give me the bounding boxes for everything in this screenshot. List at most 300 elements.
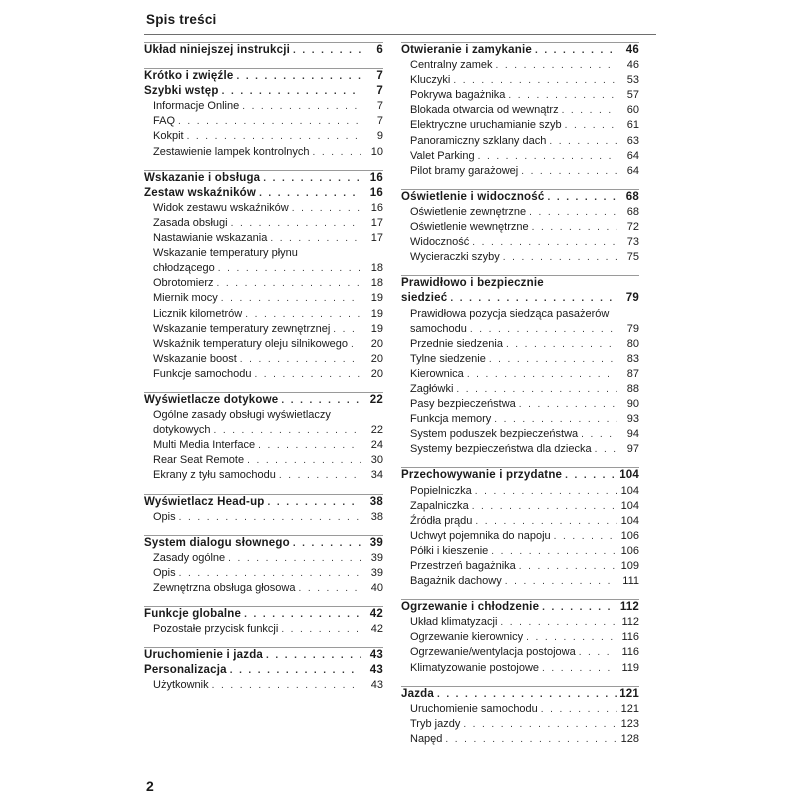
toc-entry-label: Widoczność bbox=[410, 236, 470, 249]
toc-entry-label: Centralny zamek bbox=[410, 59, 493, 72]
leader-dots bbox=[503, 337, 617, 352]
toc-entry-dotykowych[interactable] bbox=[144, 423, 383, 438]
toc-heading-przechowywanie-i-przydatne[interactable] bbox=[401, 468, 639, 483]
toc-entry-label: Uruchomienie samochodu bbox=[410, 702, 538, 715]
leader-dots bbox=[532, 43, 617, 58]
toc-entry-label: Wskaźnik temperatury oleju silnikowego bbox=[153, 337, 349, 350]
toc-heading-ogrzewanie-i-chlodzenie[interactable] bbox=[401, 600, 639, 615]
leader-dots bbox=[544, 190, 617, 205]
toc-entry-label: Układ klimatyzacji bbox=[410, 616, 498, 629]
toc-page-number: 93 bbox=[626, 413, 639, 426]
toc-entry-popielniczka[interactable] bbox=[401, 484, 639, 499]
toc-page-number: 38 bbox=[370, 510, 383, 523]
leader-dots bbox=[233, 69, 361, 84]
leader-dots bbox=[539, 600, 617, 615]
toc-entry-licznik-kilometrow[interactable] bbox=[144, 307, 383, 322]
toc-entry-polki-i-kieszenie[interactable] bbox=[401, 544, 639, 559]
toc-page-number: 116 bbox=[621, 631, 639, 644]
toc-heading-system-dialogu-slownego[interactable] bbox=[144, 536, 383, 551]
toc-entry-label: Pozostałe przycisk funkcji bbox=[153, 623, 279, 636]
leader-dots bbox=[290, 536, 361, 551]
toc-entry-label: Zestawienie lampek kontrolnych bbox=[153, 145, 310, 158]
leader-dots bbox=[500, 250, 617, 265]
toc-section bbox=[144, 170, 383, 382]
toc-page-number: 10 bbox=[370, 145, 383, 158]
toc-entry-label: Multi Media Interface bbox=[153, 439, 256, 452]
leader-dots bbox=[516, 559, 617, 574]
leader-dots bbox=[244, 453, 361, 468]
toc-entry-label: Elektryczne uruchamianie szyb bbox=[410, 119, 562, 132]
toc-entry-label: Popielniczka bbox=[410, 484, 472, 497]
toc-entry-zestawienie-lampek-kontrolnych[interactable] bbox=[144, 145, 383, 160]
toc-entry-zapalniczka[interactable] bbox=[401, 499, 639, 514]
toc-entry-label: Wyświetlacze dotykowe bbox=[144, 393, 279, 406]
toc-page-number: 116 bbox=[621, 646, 639, 659]
toc-section bbox=[401, 599, 639, 675]
toc-entry-label: System poduszek bezpieczeństwa bbox=[410, 428, 579, 441]
toc-page-number: 18 bbox=[370, 262, 383, 275]
toc-entry-label: Ogrzewanie i chłodzenie bbox=[401, 601, 540, 614]
toc-page-number: 112 bbox=[619, 601, 639, 614]
toc-entry-opis[interactable] bbox=[144, 566, 383, 581]
toc-entry-zewnetrzna-obsluga-glosowa[interactable] bbox=[144, 581, 383, 596]
toc-entry-label: Tylne siedzenie bbox=[410, 352, 486, 365]
toc-entry-label: Wskazanie temperatury płynu bbox=[153, 247, 298, 260]
toc-entry-centralny-zamek[interactable] bbox=[401, 58, 639, 73]
toc-entry-funkcja-memory[interactable] bbox=[401, 412, 639, 427]
leader-dots bbox=[225, 551, 361, 566]
leader-dots bbox=[227, 663, 361, 678]
leader-dots bbox=[278, 622, 361, 637]
toc-page-number: 109 bbox=[620, 560, 639, 572]
toc-entry-label: Oświetlenie wewnętrzne bbox=[410, 221, 529, 234]
toc-entry-pokrywa-bagaznika[interactable] bbox=[401, 88, 639, 103]
toc-page-number: 19 bbox=[370, 292, 383, 305]
toc-entry-label: Oświetlenie i widoczność bbox=[401, 190, 545, 203]
toc-entry-wskazanie-boost[interactable] bbox=[144, 352, 383, 367]
toc-entry-label: Zapalniczka bbox=[410, 499, 469, 512]
toc-entry-label: Ogrzewanie/wentylacja postojowa bbox=[410, 646, 576, 659]
toc-heading-funkcje-globalne[interactable] bbox=[144, 607, 383, 622]
toc-entry-panoramiczny-szklany-dach[interactable] bbox=[401, 134, 639, 149]
toc-page-number: 39 bbox=[369, 536, 383, 549]
toc-entry-label: Wyświetlacz Head-up bbox=[144, 495, 265, 508]
leader-dots bbox=[516, 397, 617, 412]
leader-dots bbox=[310, 145, 361, 160]
toc-page-number: 104 bbox=[619, 469, 639, 482]
leader-dots bbox=[551, 529, 617, 544]
toc-page-number: 80 bbox=[626, 337, 639, 350]
toc-entry-label: Systemy bezpieczeństwa dla dziecka bbox=[410, 443, 592, 456]
leader-dots bbox=[460, 717, 617, 732]
toc-page-number: 22 bbox=[369, 393, 383, 406]
toc-entry-uklad-klimatyzacji[interactable] bbox=[401, 615, 639, 630]
toc-column-right bbox=[401, 42, 639, 757]
toc-page-number: 6 bbox=[376, 44, 383, 56]
toc-entry-elektryczne-uruchamianie-szyb[interactable] bbox=[401, 118, 639, 133]
toc-page-number: 57 bbox=[626, 89, 639, 102]
toc-heading-krotko-i-zwiezle[interactable] bbox=[144, 69, 383, 84]
toc-page-number: 38 bbox=[369, 495, 383, 508]
toc-entry-label: Funkcje globalne bbox=[144, 608, 242, 621]
toc-entry-faq[interactable] bbox=[144, 114, 383, 129]
toc-section bbox=[401, 189, 639, 265]
toc-page-number: 46 bbox=[626, 59, 639, 72]
toc-entry-samochodu[interactable] bbox=[401, 322, 639, 337]
toc-page-number: 7 bbox=[376, 100, 383, 113]
leader-dots bbox=[219, 84, 361, 99]
toc-page-number: 111 bbox=[622, 575, 639, 588]
toc-entry-nastawianie-wskazania[interactable] bbox=[144, 231, 383, 246]
toc-page-number: 42 bbox=[370, 623, 383, 636]
leader-dots bbox=[176, 510, 361, 525]
toc-entry-bagaznik-dachowy[interactable] bbox=[401, 574, 639, 589]
toc-page-number: 72 bbox=[626, 221, 639, 234]
toc-entry-zasada-obslugi[interactable] bbox=[144, 216, 383, 231]
toc-heading-siedziec[interactable] bbox=[401, 291, 639, 306]
toc-entry-obrotomierz[interactable] bbox=[144, 276, 383, 291]
toc-page-number: 104 bbox=[620, 514, 639, 527]
leader-dots bbox=[256, 186, 361, 201]
toc-page-number: 64 bbox=[626, 164, 639, 177]
leader-dots bbox=[241, 607, 361, 622]
toc-page-number: 83 bbox=[626, 352, 639, 365]
toc-entry-pasy-bezpieczenstwa[interactable] bbox=[401, 397, 639, 412]
leader-dots bbox=[539, 661, 617, 676]
toc-page-number: 121 bbox=[620, 702, 639, 715]
toc-entry-chlodzacego[interactable] bbox=[144, 261, 383, 276]
leader-dots bbox=[562, 468, 617, 483]
toc-heading-wskazanie-i-obsluga[interactable] bbox=[144, 171, 383, 186]
toc-page-number: 121 bbox=[619, 687, 639, 700]
toc-heading-wyswietlacze-dotykowe[interactable] bbox=[144, 393, 383, 408]
toc-entry-zaglowki[interactable] bbox=[401, 382, 639, 397]
toc-entry-label: Układ niniejszej instrukcji bbox=[144, 44, 290, 56]
toc-entry-label: Opis bbox=[153, 510, 176, 523]
toc-entry-ogrzewanie-kierownicy[interactable] bbox=[401, 630, 639, 645]
leader-dots bbox=[251, 367, 361, 382]
toc-entry-prawidlowa-pozycja-siedzaca-pasazerow[interactable] bbox=[401, 307, 639, 322]
toc-page-number: 104 bbox=[620, 499, 639, 512]
toc-entry-system-poduszek-bezpieczenstwa[interactable] bbox=[401, 427, 639, 442]
toc-entry-label: Prawidłowo i bezpiecznie bbox=[401, 277, 544, 290]
toc-heading-otwieranie-i-zamykanie[interactable] bbox=[401, 43, 639, 58]
leader-dots bbox=[467, 322, 617, 337]
toc-page-number: 79 bbox=[626, 322, 639, 335]
leader-dots bbox=[526, 205, 617, 220]
toc-entry-label: Tryb jazdy bbox=[410, 717, 461, 730]
toc-entry-klimatyzowanie-postojowe[interactable] bbox=[401, 661, 639, 676]
leader-dots bbox=[210, 423, 361, 438]
leader-dots bbox=[505, 88, 617, 103]
toc-page-number: 112 bbox=[621, 616, 639, 629]
toc-entry-label: System dialogu słownego bbox=[144, 536, 290, 549]
toc-entry-label: Przednie siedzenia bbox=[410, 337, 503, 350]
toc-entry-label: Przechowywanie i przydatne bbox=[401, 469, 563, 482]
toc-page-number: 39 bbox=[370, 551, 383, 564]
toc-entry-wycieraczki-szyby[interactable] bbox=[401, 250, 639, 265]
toc-heading-prawidlowo-i-bezpiecznie[interactable] bbox=[401, 276, 639, 291]
toc-column-left bbox=[144, 42, 383, 704]
toc-page-number: 40 bbox=[370, 582, 383, 594]
toc-entry-label: Personalizacja bbox=[144, 664, 227, 677]
leader-dots bbox=[464, 367, 617, 382]
toc-entry-naped[interactable] bbox=[401, 732, 639, 747]
leader-dots bbox=[215, 261, 361, 276]
toc-entry-funkcje-samochodu[interactable] bbox=[144, 367, 383, 382]
leader-dots bbox=[576, 645, 617, 660]
leader-dots bbox=[255, 438, 361, 453]
toc-page-number: 30 bbox=[370, 454, 383, 467]
toc-entry-label: Rear Seat Remote bbox=[153, 454, 245, 467]
toc-entry-oswietlenie-wewnetrzne[interactable] bbox=[401, 220, 639, 235]
toc-entry-pilot-bramy-garazowej[interactable] bbox=[401, 164, 639, 179]
toc-entry-label: Ogrzewanie kierownicy bbox=[410, 631, 524, 644]
toc-page-number: 68 bbox=[625, 190, 639, 203]
toc-entry-label: dotykowych bbox=[153, 424, 211, 437]
toc-page-number: 90 bbox=[626, 398, 639, 411]
leader-dots bbox=[218, 291, 361, 306]
toc-entry-uruchomienie-samochodu[interactable] bbox=[401, 702, 639, 717]
toc-entry-label: Szybki wstęp bbox=[144, 85, 219, 98]
leader-dots bbox=[278, 393, 361, 408]
toc-section bbox=[144, 647, 383, 693]
toc-page-number: 64 bbox=[626, 149, 639, 162]
toc-page-number: 68 bbox=[626, 205, 639, 218]
leader-dots bbox=[469, 499, 617, 514]
toc-entry-label: Kierownica bbox=[410, 367, 464, 380]
toc-page-number: 94 bbox=[626, 428, 639, 441]
leader-dots bbox=[176, 566, 361, 581]
toc-entry-multi-media-interface[interactable] bbox=[144, 438, 383, 453]
toc-entry-label: Półki i kieszenie bbox=[410, 544, 489, 557]
leader-dots bbox=[475, 149, 617, 164]
toc-page-number: 119 bbox=[621, 661, 639, 674]
toc-page-number: 19 bbox=[370, 322, 383, 335]
toc-heading-szybki-wstep[interactable] bbox=[144, 84, 383, 99]
leader-dots bbox=[267, 231, 361, 246]
toc-entry-label: Funkcja memory bbox=[410, 413, 492, 426]
toc-entry-wskazanie-temperatury-zewnetrznej[interactable] bbox=[144, 322, 383, 337]
toc-entry-zasady-ogolne[interactable] bbox=[144, 551, 383, 566]
toc-page-number: 18 bbox=[370, 277, 383, 290]
toc-entry-label: Ekrany z tyłu samochodu bbox=[153, 469, 276, 482]
leader-dots bbox=[529, 220, 617, 235]
toc-entry-label: Blokada otwarcia od wewnątrz bbox=[410, 104, 559, 117]
leader-dots bbox=[447, 291, 617, 306]
toc-page-number: 43 bbox=[369, 649, 383, 662]
toc-entry-label: Oświetlenie zewnętrzne bbox=[410, 205, 527, 218]
leader-dots bbox=[469, 235, 617, 250]
toc-section bbox=[401, 42, 639, 179]
toc-entry-label: Bagażnik dachowy bbox=[410, 575, 502, 588]
toc-entry-pozostale-przycisk-funkcji[interactable] bbox=[144, 622, 383, 637]
toc-heading-uklad-niniejszej-instrukcji[interactable] bbox=[144, 43, 383, 58]
toc-entry-label: Użytkownik bbox=[153, 679, 209, 692]
toc-page-number: 63 bbox=[626, 134, 639, 147]
toc-entry-label: Zasady ogólne bbox=[153, 551, 226, 564]
leader-dots bbox=[242, 307, 361, 322]
toc-entry-label: Opis bbox=[153, 566, 176, 579]
toc-entry-label: Jazda bbox=[401, 687, 434, 700]
toc-entry-label: Zewnętrzna obsługa głosowa bbox=[153, 582, 296, 594]
toc-entry-zrodla-pradu[interactable] bbox=[401, 514, 639, 529]
toc-entry-systemy-bezpieczenstwa-dla-dziecka[interactable] bbox=[401, 442, 639, 457]
toc-page-number: 106 bbox=[620, 544, 639, 557]
leader-dots bbox=[578, 427, 617, 442]
toc-entry-label: Zagłówki bbox=[410, 382, 454, 395]
toc-entry-kluczyki[interactable] bbox=[401, 73, 639, 88]
leader-dots bbox=[559, 103, 617, 118]
page-header bbox=[144, 8, 656, 35]
toc-entry-label: Informacje Online bbox=[153, 100, 240, 113]
toc-page-number: 88 bbox=[626, 382, 639, 395]
toc-entry-label: Wskazanie i obsługa bbox=[144, 171, 261, 184]
toc-entry-przednie-siedzenia[interactable] bbox=[401, 337, 639, 352]
leader-dots bbox=[486, 352, 617, 367]
toc-entry-label: Miernik mocy bbox=[153, 292, 218, 305]
leader-dots bbox=[523, 630, 617, 645]
toc-page-number: 53 bbox=[626, 74, 639, 87]
leader-dots bbox=[538, 702, 617, 717]
toc-entry-wskaznik-temperatury-oleju-silnikowego[interactable] bbox=[144, 337, 383, 352]
toc-entry-ogrzewanie-wentylacja-postojowa[interactable] bbox=[401, 645, 639, 660]
toc-entry-label: Pasy bezpieczeństwa bbox=[410, 398, 516, 411]
toc-page-number: 7 bbox=[376, 70, 383, 83]
toc-entry-label: Zestaw wskaźników bbox=[144, 186, 257, 199]
toc-page-number: 19 bbox=[370, 307, 383, 320]
toc-entry-widok-zestawu-wskaznikow[interactable] bbox=[144, 201, 383, 216]
toc-page-number: 60 bbox=[626, 104, 639, 117]
toc-heading-jazda[interactable] bbox=[401, 687, 639, 702]
toc-page-number: 46 bbox=[625, 44, 639, 56]
toc-page-number: 106 bbox=[620, 529, 639, 542]
toc-page-number: 20 bbox=[370, 352, 383, 365]
toc-entry-oswietlenie-zewnetrzne[interactable] bbox=[401, 205, 639, 220]
toc-page-number: 20 bbox=[370, 367, 383, 380]
toc-page-number: 128 bbox=[620, 732, 639, 745]
toc-page-number: 104 bbox=[620, 484, 639, 497]
toc-entry-przestrzen-bagaznika[interactable] bbox=[401, 559, 639, 574]
toc-section bbox=[401, 467, 639, 589]
leader-dots bbox=[237, 352, 361, 367]
toc-entry-label: Obrotomierz bbox=[153, 277, 214, 290]
toc-entry-label: Wskazanie boost bbox=[153, 352, 237, 365]
page-number: 2 bbox=[146, 778, 154, 794]
toc-entry-informacje-online[interactable] bbox=[144, 99, 383, 114]
toc-entry-label: Zasada obsługi bbox=[153, 216, 228, 229]
toc-page-number: 43 bbox=[370, 679, 383, 692]
toc-entry-label: Kluczyki bbox=[410, 74, 451, 87]
toc-entry-kokpit[interactable] bbox=[144, 129, 383, 144]
toc-entry-tylne-siedzenie[interactable] bbox=[401, 352, 639, 367]
leader-dots bbox=[493, 58, 617, 73]
page-title: Spis treści bbox=[146, 12, 217, 27]
toc-entry-label: Uruchomienie i jazda bbox=[144, 649, 264, 662]
toc-page-number: 16 bbox=[369, 171, 383, 184]
toc-entry-uzytkownik[interactable] bbox=[144, 678, 383, 693]
leader-dots bbox=[502, 574, 617, 589]
toc-page-number: 43 bbox=[369, 664, 383, 677]
toc-heading-personalizacja[interactable] bbox=[144, 663, 383, 678]
leader-dots bbox=[518, 164, 617, 179]
toc-entry-rear-seat-remote[interactable] bbox=[144, 453, 383, 468]
toc-page-number: 17 bbox=[370, 232, 383, 245]
toc-entry-uchwyt-pojemnika-do-napoju[interactable] bbox=[401, 529, 639, 544]
toc-entry-label: siedzieć bbox=[401, 292, 448, 305]
leader-dots bbox=[209, 678, 361, 693]
toc-page-number: 87 bbox=[626, 367, 639, 380]
toc-entry-valet-parking[interactable] bbox=[401, 149, 639, 164]
leader-dots bbox=[239, 99, 361, 114]
toc-entry-widocznosc[interactable] bbox=[401, 235, 639, 250]
leader-dots bbox=[290, 43, 361, 58]
toc-entry-label: Kokpit bbox=[153, 130, 184, 143]
leader-dots bbox=[488, 544, 617, 559]
leader-dots bbox=[472, 484, 617, 499]
toc-entry-wskazanie-temperatury-plynu[interactable] bbox=[144, 246, 383, 261]
toc-entry-label: Ogólne zasady obsługi wyświetlaczy bbox=[153, 409, 331, 422]
leader-dots bbox=[228, 216, 361, 231]
toc-section bbox=[401, 275, 639, 457]
leader-dots bbox=[450, 73, 617, 88]
leader-dots bbox=[276, 468, 361, 483]
toc-entry-miernik-mocy[interactable] bbox=[144, 291, 383, 306]
leader-dots bbox=[442, 732, 617, 747]
toc-entry-blokada-otwarcia-od-wewnatrz[interactable] bbox=[401, 103, 639, 118]
toc-page-number: 16 bbox=[370, 201, 383, 214]
toc-entry-label: Panoramiczny szklany dach bbox=[410, 134, 547, 147]
toc-page-number: 123 bbox=[620, 717, 639, 730]
toc-entry-ekrany-z-tylu-samochodu[interactable] bbox=[144, 468, 383, 483]
toc-page-number: 24 bbox=[370, 439, 383, 452]
toc-entry-label: Funkcje samochodu bbox=[153, 367, 252, 380]
leader-dots bbox=[289, 201, 361, 216]
leader-dots bbox=[214, 276, 361, 291]
toc-heading-oswietlenie-i-widocznosc[interactable] bbox=[401, 190, 639, 205]
toc-entry-opis[interactable] bbox=[144, 510, 383, 525]
leader-dots bbox=[265, 495, 361, 510]
toc-entry-label: Nastawianie wskazania bbox=[153, 232, 268, 245]
toc-heading-uruchomienie-i-jazda[interactable] bbox=[144, 648, 383, 663]
toc-entry-label: Otwieranie i zamykanie bbox=[401, 44, 532, 56]
toc-page-number: 7 bbox=[376, 115, 383, 128]
leader-dots bbox=[295, 581, 361, 596]
toc-entry-label: Wycieraczki szyby bbox=[410, 251, 500, 264]
toc-heading-wyswietlacz-head-up[interactable] bbox=[144, 495, 383, 510]
toc-entry-label: Źródła prądu bbox=[410, 514, 473, 527]
toc-page-number: 79 bbox=[625, 292, 639, 305]
leader-dots bbox=[453, 382, 617, 397]
toc-heading-zestaw-wskaznikow[interactable] bbox=[144, 186, 383, 201]
toc-entry-tryb-jazdy[interactable] bbox=[401, 717, 639, 732]
toc-page-number: 97 bbox=[626, 443, 639, 456]
leader-dots bbox=[330, 322, 361, 337]
leader-dots bbox=[497, 615, 617, 630]
toc-entry-label: Licznik kilometrów bbox=[153, 307, 243, 320]
leader-dots bbox=[175, 114, 361, 129]
leader-dots bbox=[184, 129, 361, 144]
leader-dots bbox=[562, 118, 617, 133]
toc-page-number: 17 bbox=[370, 216, 383, 229]
toc-entry-kierownica[interactable] bbox=[401, 367, 639, 382]
toc-entry-ogolne-zasady-obslugi-wyswietlaczy[interactable] bbox=[144, 408, 383, 423]
leader-dots bbox=[260, 171, 361, 186]
toc-entry-label: Wskazanie temperatury zewnętrznej bbox=[153, 322, 331, 335]
toc-page-number: 73 bbox=[626, 236, 639, 249]
toc-entry-label: chłodzącego bbox=[153, 262, 215, 275]
leader-dots bbox=[546, 134, 617, 149]
